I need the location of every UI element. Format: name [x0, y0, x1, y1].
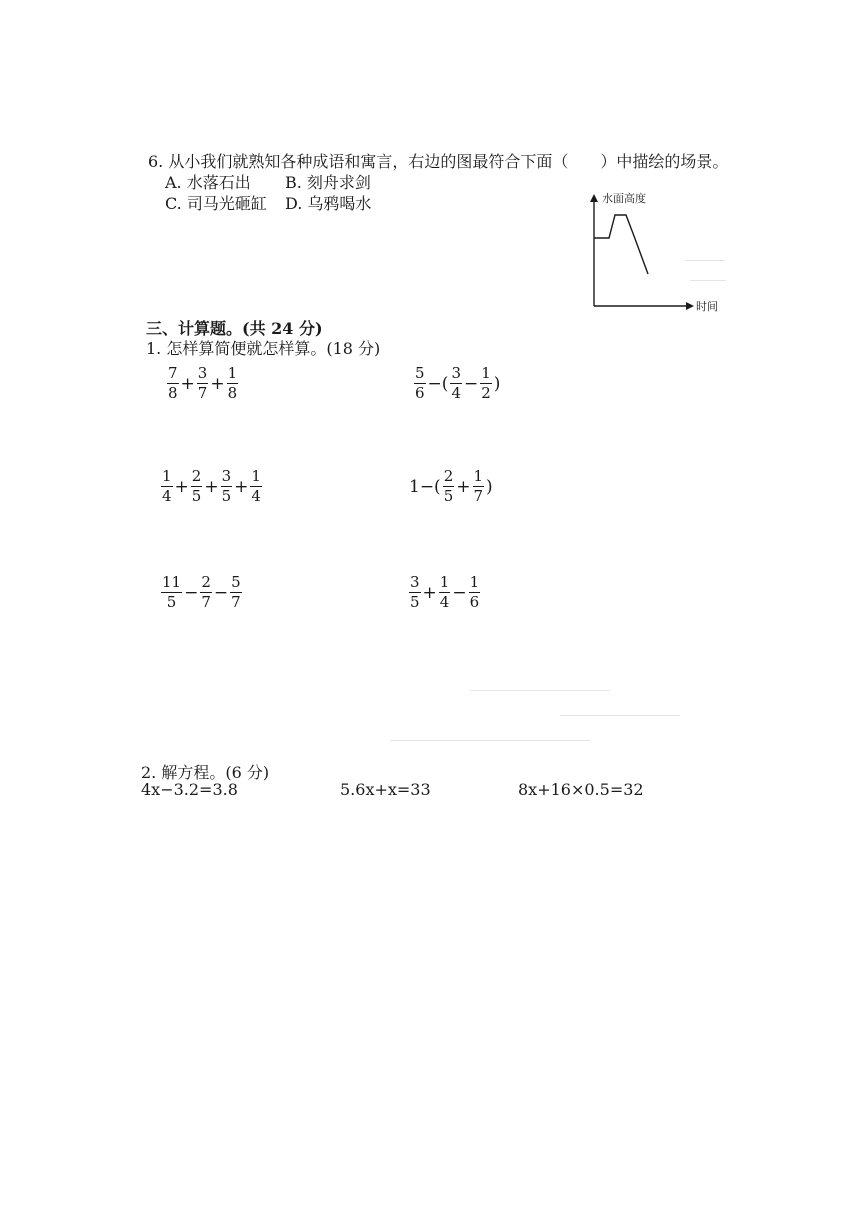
operator: + [422, 582, 437, 603]
numerator: 2 [191, 467, 202, 485]
denominator: 2 [481, 384, 491, 402]
numerator: 7 [168, 364, 178, 382]
option-a: A. 水落石出 [165, 173, 251, 192]
water-level-line [594, 215, 648, 274]
bleed-through-mark [685, 260, 725, 261]
expression-4 [408, 469, 494, 504]
water-level-graph [580, 188, 720, 316]
denominator: 4 [451, 384, 461, 402]
expression-5 [160, 575, 243, 610]
numerator: 1 [162, 467, 172, 485]
denominator: 4 [439, 593, 450, 611]
operator: + [204, 476, 219, 497]
numerator: 11 [162, 573, 182, 591]
denominator: 7 [201, 593, 211, 611]
denominator: 5 [410, 593, 420, 611]
fraction [197, 366, 209, 401]
option-b: B. 刻舟求剑 [285, 173, 371, 192]
denominator: 7 [231, 593, 241, 611]
operator: 1−( [409, 476, 441, 497]
fraction [480, 366, 492, 401]
option-c: C. 司马光砸缸 [165, 194, 267, 213]
y-axis-arrow [590, 194, 598, 202]
fraction [409, 575, 421, 610]
x-axis-arrow [686, 302, 694, 310]
numerator: 3 [410, 573, 420, 591]
expression-6 [408, 575, 481, 610]
denominator: 4 [162, 487, 172, 505]
numerator: 5 [231, 573, 241, 591]
operator: − [463, 373, 479, 394]
numerator: 2 [201, 573, 211, 591]
graph-ylabel: 水面高度 [602, 192, 646, 205]
operator: + [210, 373, 225, 394]
expression-2 [413, 366, 501, 401]
graph-xlabel: 时间 [696, 300, 718, 313]
fraction [250, 469, 262, 504]
fraction [439, 575, 451, 610]
fraction [473, 469, 485, 504]
numerator: 3 [221, 467, 232, 485]
operator: ) [493, 373, 501, 394]
denominator: 6 [415, 384, 425, 402]
fraction [161, 469, 173, 504]
numerator: 1 [227, 364, 238, 382]
part-2-title: 2. 解方程。(6 分) [141, 763, 270, 782]
option-d: D. 乌鸦喝水 [285, 194, 372, 213]
denominator: 4 [251, 487, 261, 505]
fraction [161, 575, 182, 610]
fraction [221, 469, 233, 504]
fraction [167, 366, 179, 401]
numerator: 1 [251, 467, 261, 485]
operator: − [452, 582, 467, 603]
equation-3: 8x+16×0.5=32 [518, 780, 644, 799]
part-1-title: 1. 怎样算简便就怎样算。(18 分) [146, 339, 381, 358]
fraction [191, 469, 203, 504]
expression-1 [166, 366, 239, 401]
operator: − [184, 582, 199, 603]
numerator: 2 [443, 467, 454, 485]
bleed-through-mark [690, 280, 726, 281]
numerator: 5 [415, 364, 425, 382]
question-6-prompt: 6. 从小我们就熟知各种成语和寓言，右边的图最符合下面（ ）中描绘的场景。 [148, 152, 729, 171]
operator: + [234, 476, 249, 497]
denominator: 5 [221, 487, 232, 505]
operator: + [180, 373, 195, 394]
fraction [469, 575, 481, 610]
fraction [450, 366, 462, 401]
operator: − [213, 582, 229, 603]
operator: ) [486, 476, 493, 497]
denominator: 6 [469, 593, 480, 611]
bleed-through-mark [390, 740, 590, 741]
denominator: 7 [197, 384, 208, 402]
operator: −( [427, 373, 449, 394]
fraction [227, 366, 239, 401]
section-3-title: 三、计算题。(共 24 分) [146, 319, 323, 338]
numerator: 1 [439, 573, 450, 591]
equation-1: 4x−3.2=3.8 [141, 780, 238, 799]
expression-3 [160, 469, 263, 504]
numerator: 1 [473, 467, 484, 485]
denominator: 5 [443, 487, 454, 505]
numerator: 3 [197, 364, 208, 382]
fraction [414, 366, 426, 401]
denominator: 5 [166, 593, 177, 611]
denominator: 8 [168, 384, 178, 402]
numerator: 3 [451, 364, 461, 382]
fraction [200, 575, 212, 610]
denominator: 5 [191, 487, 202, 505]
denominator: 7 [473, 487, 484, 505]
numerator: 1 [481, 364, 491, 382]
bleed-through-mark [560, 715, 680, 716]
denominator: 8 [227, 384, 238, 402]
operator: + [174, 476, 189, 497]
bleed-through-mark [470, 690, 610, 691]
operator: + [456, 476, 471, 497]
numerator: 1 [469, 573, 480, 591]
fraction [443, 469, 455, 504]
fraction [230, 575, 242, 610]
equation-2: 5.6x+x=33 [340, 780, 431, 799]
